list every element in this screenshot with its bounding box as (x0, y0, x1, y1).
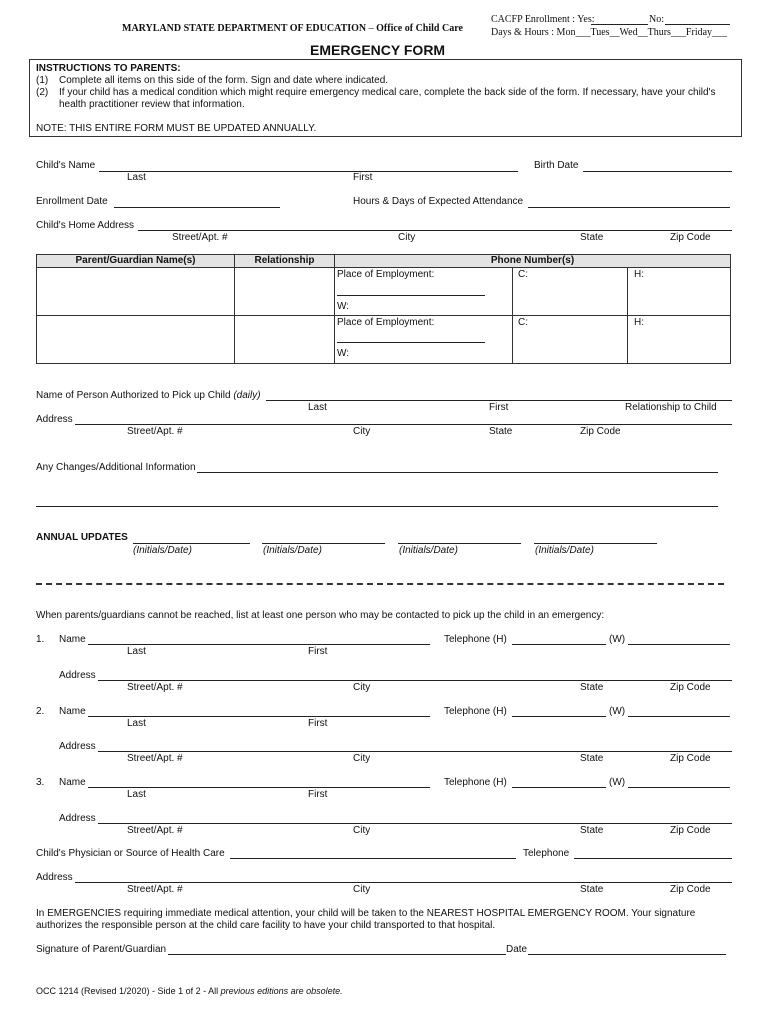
physician-telephone-field[interactable] (574, 858, 732, 859)
annual-update-field-2[interactable] (262, 543, 385, 544)
contact-1-first-label: First (308, 646, 328, 657)
days-hours: Days & Hours : Mon___Tues__Wed__Thurs___Friday___ (491, 27, 728, 38)
contact-1-name-label: Name (59, 634, 86, 645)
col-parent-name: Parent/Guardian Name(s) (37, 255, 235, 268)
contact-1-last-label: Last (127, 646, 146, 657)
home-address-label: Child's Home Address (36, 220, 135, 231)
annual-initials-1: (Initials/Date) (133, 545, 192, 556)
parent-name-cell[interactable] (37, 316, 235, 364)
home-address-field[interactable] (138, 230, 732, 231)
pickup-zip-label: Zip Code (580, 426, 621, 437)
pickup-address-label: Address (36, 414, 73, 425)
home-zip-label: Zip Code (670, 232, 711, 243)
signature-field[interactable] (168, 954, 506, 955)
contact-2-street-label: Street/Apt. # (127, 753, 183, 764)
contact-2-last-label: Last (127, 718, 146, 729)
child-last-label: Last (127, 172, 146, 183)
contact-2-address-field[interactable] (98, 751, 732, 752)
section-divider (36, 583, 724, 585)
birth-date-label: Birth Date (534, 160, 579, 171)
annual-initials-2: (Initials/Date) (263, 545, 322, 556)
contact-3-last-label: Last (127, 789, 146, 800)
pickup-label (36, 390, 261, 401)
cell-phone-cell[interactable] (513, 268, 628, 316)
employment-line[interactable] (337, 295, 485, 296)
instruction-2-line-1: If your child has a medical condition which might require emergency medical care, complete the back side of the form. If necessary, have your child's (59, 87, 716, 98)
birth-date-field[interactable] (583, 171, 732, 172)
contact-2-city-label: City (353, 753, 371, 764)
pickup-first-label: First (489, 402, 509, 413)
emergency-statement-line-1: In EMERGENCIES requiring immediate medical attention, your child will be taken to the NEAREST HOSPITAL EMERGENCY ROOM. Your signature (36, 908, 696, 919)
annual-initials-4: (Initials/Date) (535, 545, 594, 556)
physician-address-label: Address (36, 872, 73, 883)
physician-zip-label: Zip Code (670, 884, 711, 895)
pickup-state-label: State (489, 426, 513, 437)
employment-line[interactable] (337, 342, 485, 343)
form-footer (36, 986, 343, 996)
physician-label: Child's Physician or Source of Health Care (36, 848, 225, 859)
table-row (37, 316, 731, 364)
changes-label: Any Changes/Additional Information (36, 462, 196, 473)
contact-1-telephone-label: Telephone (H) (444, 634, 507, 645)
annual-update-field-1[interactable] (133, 543, 250, 544)
pickup-city-label: City (353, 426, 371, 437)
contact-1-home-phone-field[interactable] (512, 644, 606, 645)
home-phone-cell[interactable] (628, 268, 731, 316)
contact-1-work-label: (W) (609, 634, 626, 645)
instructions-box (29, 59, 742, 137)
enrollment-date-label: Enrollment Date (36, 196, 108, 207)
contact-3-address-field[interactable] (98, 823, 732, 824)
enrollment-date-field[interactable] (114, 207, 280, 208)
contact-3-first-label: First (308, 789, 328, 800)
employment-cell[interactable] (335, 316, 513, 364)
contact-2-home-phone-field[interactable] (512, 716, 606, 717)
annual-initials-3: (Initials/Date) (399, 545, 458, 556)
contact-3-address-label: Address (59, 813, 96, 824)
contact-1-name-field[interactable] (88, 644, 430, 645)
contact-1-address-field[interactable] (98, 680, 732, 681)
home-phone-cell[interactable] (628, 316, 731, 364)
table-row (37, 268, 731, 316)
contact-1-address-label: Address (59, 670, 96, 681)
home-street-label: Street/Apt. # (172, 232, 228, 243)
contact-3-number: 3. (36, 777, 45, 788)
home-state-label: State (580, 232, 604, 243)
contact-3-work-label: (W) (609, 777, 626, 788)
agency-name: MARYLAND STATE DEPARTMENT OF EDUCATION (122, 23, 367, 34)
physician-state-label: State (580, 884, 604, 895)
contact-2-work-label: (W) (609, 706, 626, 717)
work-phone-label: W: (337, 301, 350, 312)
contact-3-city-label: City (353, 825, 371, 836)
office-name: Office of Child Care (376, 23, 463, 34)
cell-phone-cell[interactable] (513, 316, 628, 364)
parent-name-cell[interactable] (37, 268, 235, 316)
contact-1-number: 1. (36, 634, 45, 645)
signature-label: Signature of Parent/Guardian (36, 944, 167, 955)
cacfp-enrollment (491, 14, 595, 25)
agency-header (122, 23, 463, 34)
work-phone-label: W: (337, 348, 350, 359)
employment-cell[interactable] (335, 268, 513, 316)
header-dash: – (368, 23, 374, 34)
obsolete-note: previous editions are obsolete. (220, 986, 343, 996)
date-label: Date (506, 944, 528, 955)
contact-2-name-label: Name (59, 706, 86, 717)
employment-label: Place of Employment: (337, 269, 435, 280)
instructions-heading: INSTRUCTIONS TO PARENTS: (36, 63, 181, 74)
physician-address-field[interactable] (75, 882, 732, 883)
annual-updates-label: ANNUAL UPDATES (36, 532, 128, 543)
date-field[interactable] (528, 954, 726, 955)
contact-1-street-label: Street/Apt. # (127, 682, 183, 693)
pickup-relationship-label: Relationship to Child (625, 402, 717, 413)
form-id: OCC 1214 (Revised 1/2020) - Side 1 of 2 - All (36, 986, 219, 996)
contact-3-street-label: Street/Apt. # (127, 825, 183, 836)
home-city-label: City (398, 232, 416, 243)
instruction-2-number: (2) (36, 87, 49, 98)
contact-1-city-label: City (353, 682, 371, 693)
col-phone-numbers: Phone Number(s) (335, 255, 731, 268)
cell-phone-label: C: (518, 269, 528, 280)
contact-2-work-phone-field[interactable] (628, 716, 730, 717)
contact-2-telephone-label: Telephone (H) (444, 706, 507, 717)
contact-2-address-label: Address (59, 741, 96, 752)
contact-2-state-label: State (580, 753, 604, 764)
physician-telephone-label: Telephone (523, 848, 570, 859)
contact-2-number: 2. (36, 706, 45, 717)
annual-update-field-3[interactable] (398, 543, 521, 544)
pickup-label-text: Name of Person Authorized to Pick up Child (36, 390, 231, 401)
instruction-1: Complete all items on this side of the form. Sign and date where indicated. (59, 75, 389, 86)
pickup-last-label: Last (308, 402, 327, 413)
parent-guardian-table (36, 254, 731, 364)
pickup-address-field[interactable] (75, 424, 732, 425)
pickup-daily: (daily) (233, 390, 261, 401)
cacfp-no-label: No: (649, 14, 664, 25)
instruction-2-line-2: health practitioner review that information. (59, 99, 245, 110)
emergency-contacts-intro: When parents/guardians cannot be reached, list at least one person who may be contacted to pick up the child in an emergency: (36, 610, 605, 621)
contact-3-name-label: Name (59, 777, 86, 788)
contact-1-state-label: State (580, 682, 604, 693)
home-phone-label: H: (634, 317, 644, 328)
contact-3-state-label: State (580, 825, 604, 836)
hours-days-label: Hours & Days of Expected Attendance (353, 196, 524, 207)
form-title: EMERGENCY FORM (310, 42, 446, 58)
contact-3-name-field[interactable] (88, 787, 430, 788)
physician-field[interactable] (230, 858, 516, 859)
child-name-label: Child's Name (36, 160, 96, 171)
pickup-name-field[interactable] (266, 400, 732, 401)
contact-3-home-phone-field[interactable] (512, 787, 606, 788)
contact-3-work-phone-field[interactable] (628, 787, 730, 788)
contact-1-work-phone-field[interactable] (628, 644, 730, 645)
contact-2-name-field[interactable] (88, 716, 430, 717)
col-relationship: Relationship (235, 255, 335, 268)
contact-2-first-label: First (308, 718, 328, 729)
child-first-label: First (353, 172, 373, 183)
child-name-field[interactable] (99, 171, 518, 172)
emergency-statement-line-2: authorizes the responsible person at the child care facility to have your child transported to that hospital. (36, 920, 496, 931)
physician-city-label: City (353, 884, 371, 895)
instruction-1-number: (1) (36, 75, 49, 86)
cell-phone-label: C: (518, 317, 528, 328)
pickup-street-label: Street/Apt. # (127, 426, 183, 437)
cacfp-no-field[interactable] (665, 24, 730, 25)
contact-2-zip-label: Zip Code (670, 753, 711, 764)
employment-label: Place of Employment: (337, 317, 435, 328)
cacfp-label: CACFP Enrollment : Yes: (491, 14, 595, 25)
relationship-cell[interactable] (235, 268, 335, 316)
annual-update-field-4[interactable] (534, 543, 657, 544)
physician-street-label: Street/Apt. # (127, 884, 183, 895)
contact-3-zip-label: Zip Code (670, 825, 711, 836)
changes-field-line-1[interactable] (197, 472, 718, 473)
relationship-cell[interactable] (235, 316, 335, 364)
cacfp-yes-field[interactable] (591, 24, 648, 25)
update-note: NOTE: THIS ENTIRE FORM MUST BE UPDATED ANNUALLY. (36, 123, 317, 134)
contact-3-telephone-label: Telephone (H) (444, 777, 507, 788)
changes-field-line-2[interactable] (36, 506, 718, 507)
contact-1-zip-label: Zip Code (670, 682, 711, 693)
home-phone-label: H: (634, 269, 644, 280)
hours-days-field[interactable] (528, 207, 730, 208)
